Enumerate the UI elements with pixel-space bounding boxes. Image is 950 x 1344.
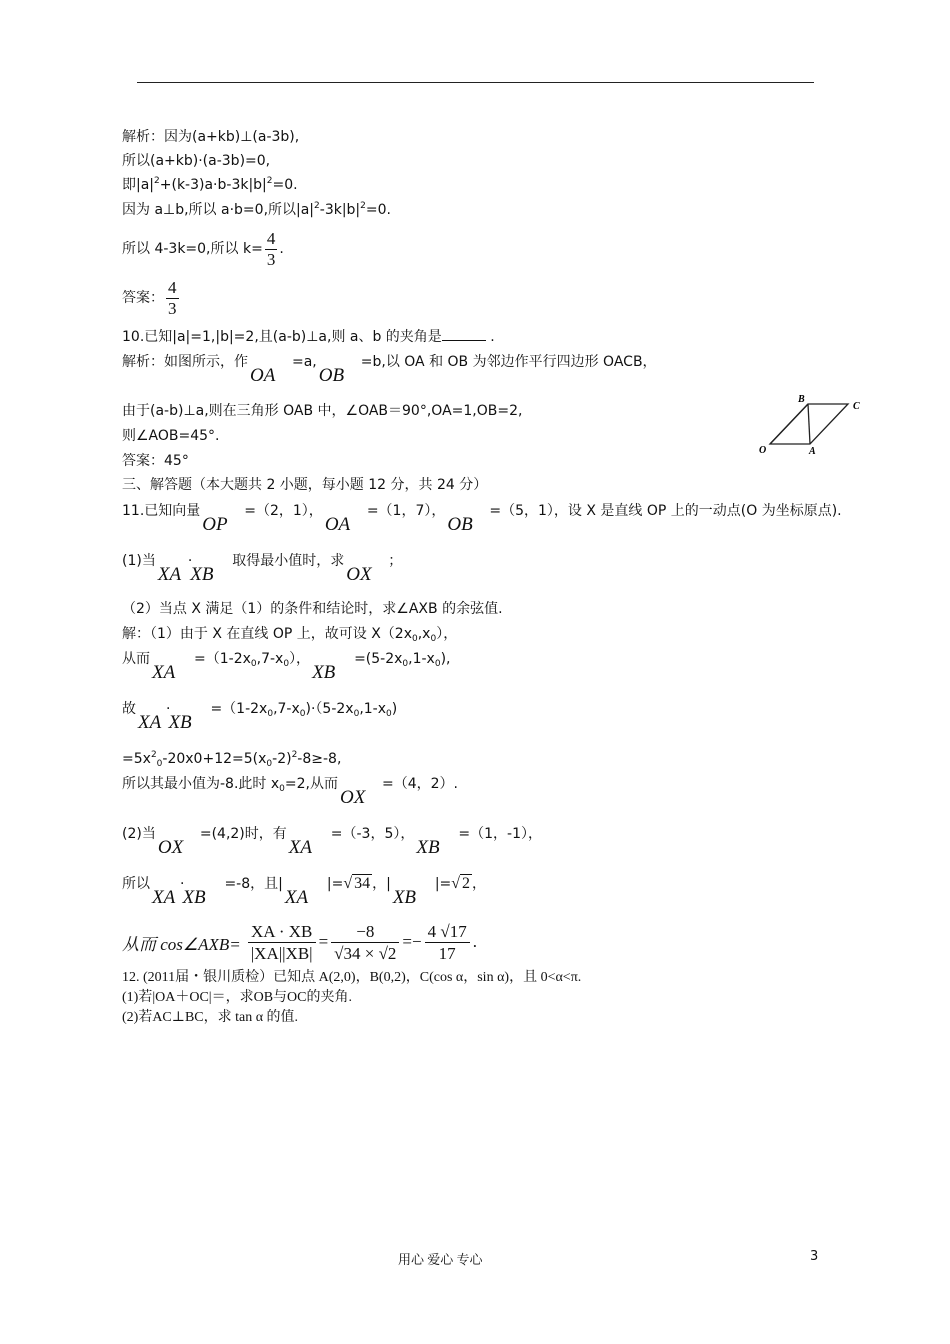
vector-ox: OX — [157, 837, 184, 858]
header-rule — [137, 82, 814, 83]
text-line: 因为 a⊥b,所以 a·b=0,所以$|a|^2-3k|b|^2=0$. — [122, 201, 391, 218]
text-line: 即$|a|^2+(k-3)a\cdot b-3k|b|^2=0$. — [122, 176, 298, 193]
vector-xa: XA — [288, 837, 312, 858]
fraction: $\frac{4}{3}$ — [266, 228, 276, 269]
vector-ob: OB — [447, 514, 473, 535]
answer-line: 答案：45° — [122, 453, 189, 469]
vector-xb: XB — [392, 887, 417, 908]
problem-12: 12. (2011届・银川质检）已知点 A(2,0)，B(0,2)，C(cos α，sin α)，且 0<α<π. — [122, 970, 582, 985]
vector-xb: XB — [416, 837, 440, 858]
svg-text:A: A — [809, 446, 816, 457]
vector-xa: XA — [152, 662, 176, 683]
text-line: $=5x^2_0-20x0+12=5(x_0-2)^2-8\ge-8$, — [122, 750, 342, 769]
vector-xb: XB — [190, 564, 214, 585]
fraction: $\frac{-8}{√34 \times √2}$ — [331, 921, 399, 964]
vector-oa: OA — [324, 514, 351, 535]
sqrt-34: √ 34 — [343, 875, 371, 892]
vector-ob: OB — [318, 365, 345, 386]
vector-op: OP — [202, 514, 228, 535]
text-line: 解析：如图所示，作 OA =a, OB =b,以 OA 和 OB 为邻边作平行四边形 OACB， — [122, 354, 657, 386]
text-line: 由于(a-b)⊥a,则在三角形 OAB 中，∠OAB＝90°,OA=1,OB=2, — [122, 403, 523, 419]
text-line: 所以其最小值为-8.此时 $x_0=2$,从而 OX =（4，2）. — [122, 776, 458, 808]
text-line: （2）当点 X 满足（1）的条件和结论时，求∠AXB 的余弦值. — [122, 601, 503, 617]
text-line: (2)当 OX =(4,2)时，有 XA =（-3，5）， XB =（1，-1）， — [122, 826, 542, 858]
problem-11: 11.已知向量 OP =（2，1）， OA =（1，7）， OB =（5，1），设 X 是直线 OP 上的一动点(O 为坐标原点). — [122, 503, 842, 535]
text-line: 解：（1）由于 X 在直线 OP 上，故可设 $X(2x_0,x_0)$， — [122, 626, 458, 644]
section-heading: 三、解答题（本大题共 2 小题，每小题 12 分，共 24 分） — [122, 477, 488, 493]
page-number: 3 — [810, 1249, 819, 1264]
text-line: 所以 XA · XB =-8，且| XA |=√ 34 ，| XB |=√ 2 ， — [122, 875, 487, 908]
vector-xa: XA — [138, 712, 162, 733]
vector-xa: XA — [284, 887, 309, 908]
text-line: (2)若AC⊥BC，求 tan α 的值. — [122, 1010, 299, 1025]
vector-xa: XA — [157, 564, 182, 585]
parallelogram-figure — [755, 390, 875, 458]
vector-xb: XB — [312, 662, 336, 683]
sqrt-2: √ 2 — [451, 875, 471, 892]
vector-xb: XB — [182, 887, 206, 908]
fraction: $\frac{4}{3}$ — [168, 277, 177, 318]
vector-ox: OX — [346, 564, 372, 585]
fraction: $\frac{XA \cdot XB}{|XA||XB|}$ — [248, 921, 316, 964]
problem-10: 10.已知|a|=1,|b|=2,且(a-b)⊥a,则 a、b 的夹角是 . — [122, 329, 495, 345]
svg-text:C: C — [853, 401, 860, 412]
svg-text:O: O — [759, 445, 767, 456]
text-line: 所以(a+kb)·(a-3b)=0, — [122, 153, 271, 169]
vector-oa: OA — [250, 365, 276, 386]
footer-slogan: 用心 爱心 专心 — [398, 1252, 483, 1267]
fraction: $\frac{4 √17}{17}$ — [425, 921, 470, 964]
text-line: 则∠AOB=45°. — [122, 428, 220, 444]
text-line: 解析：因为(a+kb)⊥(a-3b), — [122, 129, 300, 145]
cosine-formula: 从而 cos∠AXB= $\frac{XA \cdot XB}{|XA||XB|}$ = $\frac{-8}{√34 \times √2}$ =− $\frac{4 √17}{17}$ . — [122, 921, 477, 963]
vector-ox: OX — [339, 787, 366, 808]
answer-line: 答案： $\frac{4}{3}$ — [122, 277, 177, 318]
text-line: 故 XA · XB $=(1-2x_0,7-x_0)\cdot(5-2x_0,1-x_0)$ — [122, 701, 398, 733]
answer-blank — [442, 327, 486, 341]
vector-xb: XB — [168, 712, 192, 733]
vector-xa: XA — [152, 887, 176, 908]
text-line: 从而 XA $=(1-2x_0,7-x_0)$， XB $=(5-2x_0,1-x_0)$, — [122, 651, 451, 683]
text-line: (1)若|OA＋OC|＝，求OB与OC的夹角. — [122, 990, 352, 1005]
svg-text:B: B — [798, 394, 805, 405]
text-line: (1)当 XA · XB 取得最小值时，求 OX ； — [122, 553, 403, 585]
text-line: 所以 4-3k=0,所以 k= $\frac{4}{3}$ . — [122, 228, 284, 269]
